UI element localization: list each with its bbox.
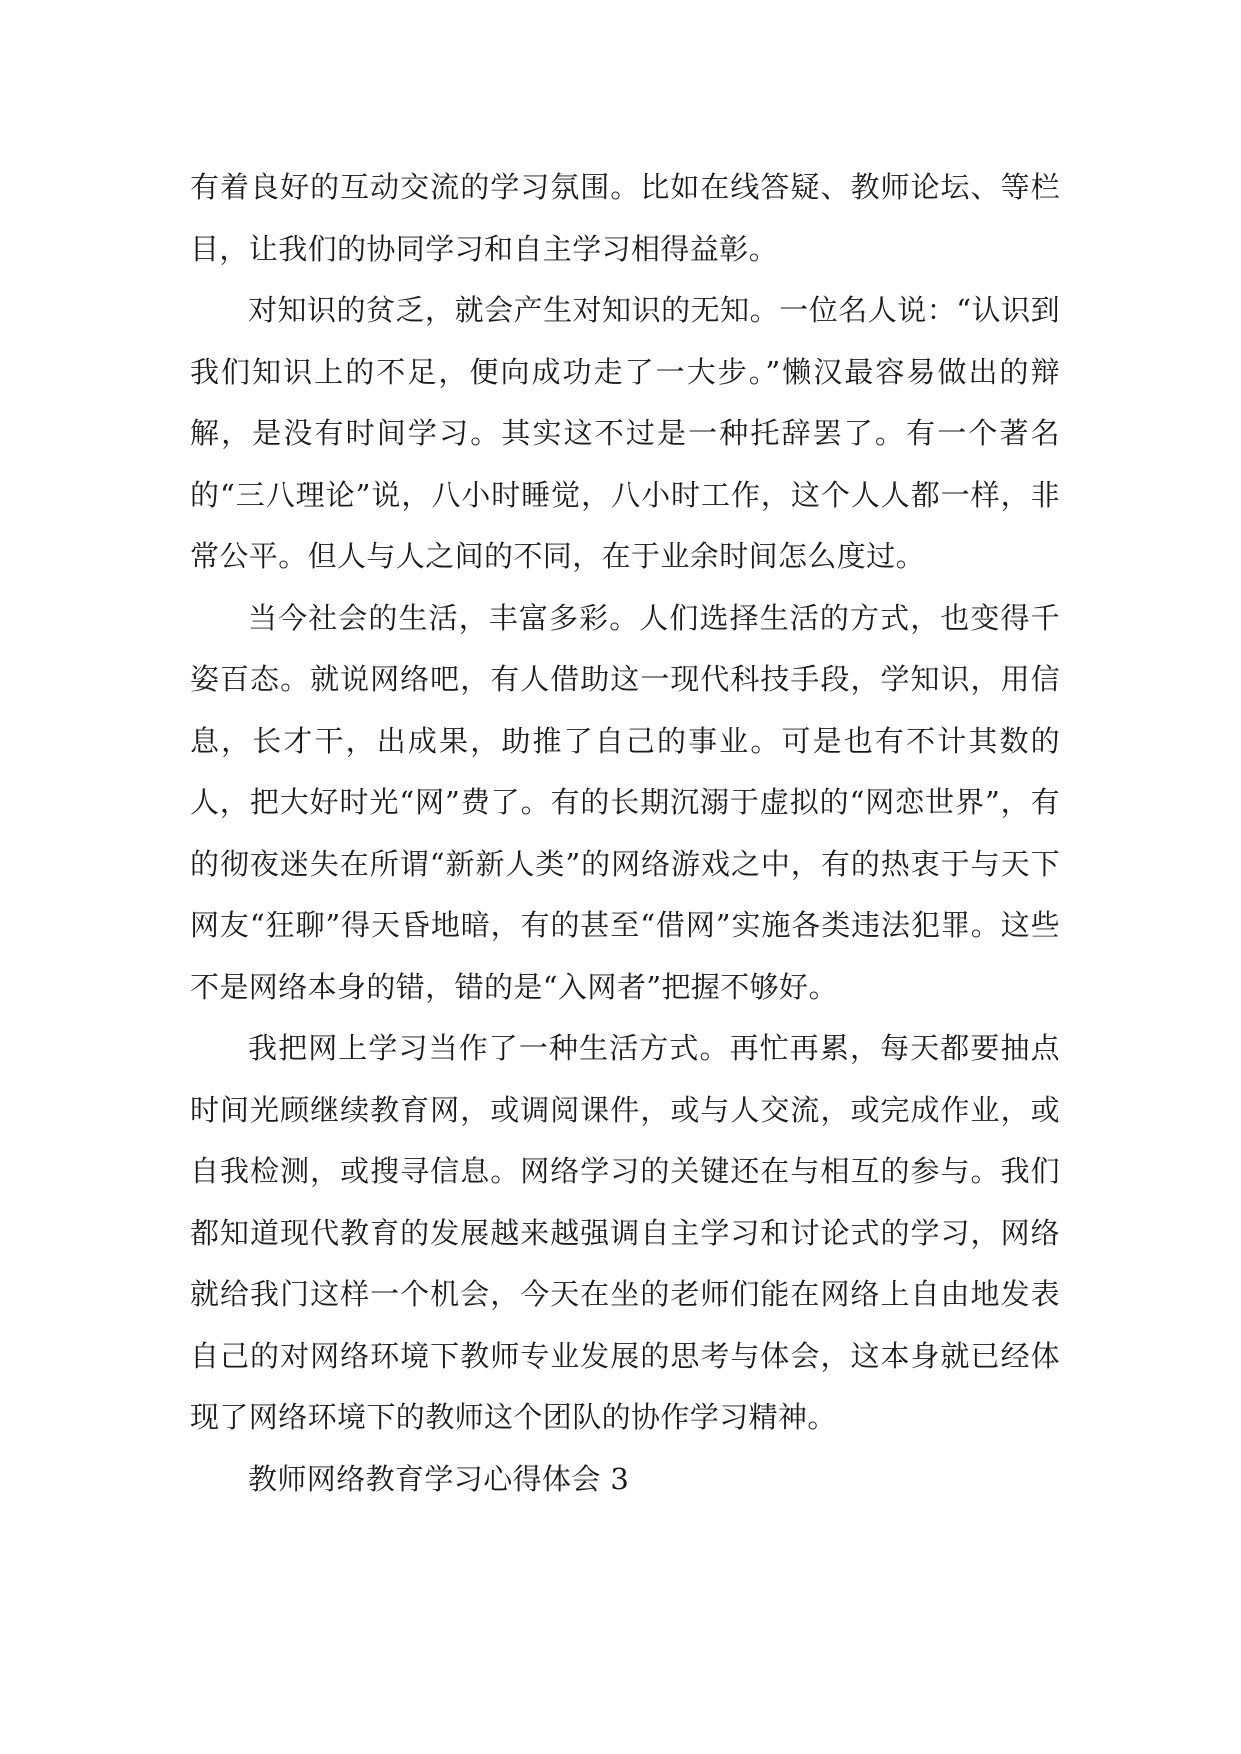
section-heading: 教师网络教育学习心得体会 3: [248, 1461, 630, 1496]
paragraph-society: 当今社会的生活，丰富多彩。人们选择生活的方式，也变得千姿百态。就说网络吧，有人借助这一现代科技手段，学知识，用信息，长才干，出成果，助推了自己的事业。可是也有不计其数的人，把大好时光“网”费了。有的长期沉溺于虚拟的“网恋世界”，有的彻夜迷失在所谓“新新人类”的网络游戏之中，有的热衷于与天下网友“狂聊”得天昏地暗，有的甚至“借网”实施各类违法犯罪。这些不是网络本身的错，错的是“入网者”把握不够好。: [190, 600, 1060, 1004]
paragraph-knowledge: 对知识的贫乏，就会产生对知识的无知。一位名人说：“认识到我们知识上的不足，便向成功走了一大步。”懒汉最容易做出的辩解，是没有时间学习。其实这不过是一种托辞罢了。有一个著名的“三八理论”说，八小时睡觉，八小时工作，这个人人都一样，非常公平。但人与人之间的不同，在于业余时间怎么度过。: [190, 293, 1060, 573]
paragraph-online-learning: 我把网上学习当作了一种生活方式。再忙再累，每天都要抽点时间光顾继续教育网，或调阅课件，或与人交流，或完成作业，或自我检测，或搜寻信息。网络学习的关键还在与相互的参与。我们都知道现代教育的发展越来越强调自主学习和讨论式的学习，网络就给我门这样一个机会，今天在坐的老师们能在网络上自由地发表自己的对网络环境下教师专业发展的思考与体会，这本身就已经体现了网络环境下的教师这个团队的协作学习精神。: [190, 1031, 1060, 1434]
document-body: [190, 157, 1060, 1510]
paragraph-continuation: 有着良好的互动交流的学习氛围。比如在线答疑、教师论坛、等栏目，让我们的协同学习和自主学习相得益彰。: [190, 170, 1060, 266]
